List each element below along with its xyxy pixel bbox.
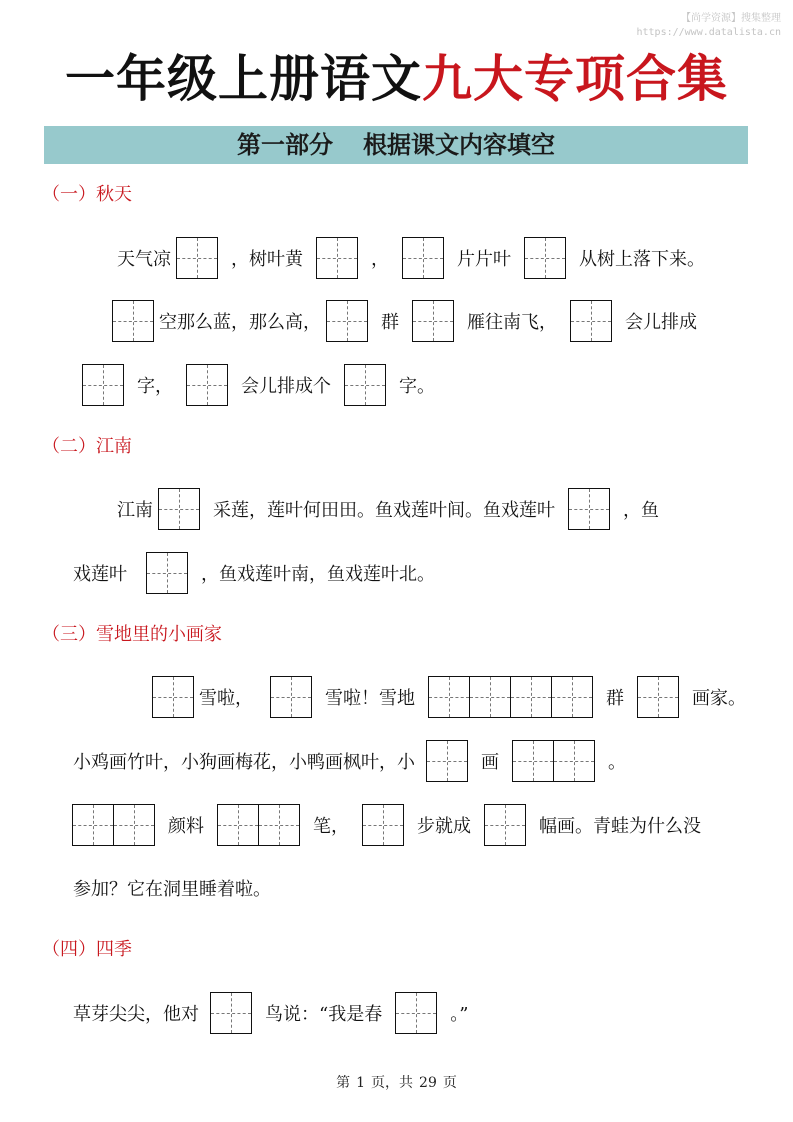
- line-text: ，鱼: [623, 500, 659, 521]
- line-text: 鸟说：“我是春: [265, 1004, 383, 1025]
- line-text: 片片叶: [457, 249, 511, 270]
- line-text: 草芽尖尖，他对: [73, 1004, 199, 1025]
- line-text: 雁往南飞，: [467, 312, 557, 333]
- answer-box[interactable]: [426, 740, 468, 782]
- answer-box[interactable]: [186, 364, 228, 406]
- answer-box[interactable]: [210, 992, 252, 1034]
- answer-box[interactable]: [524, 237, 566, 279]
- line-text: 从树上落下来。: [579, 249, 705, 270]
- line-text: 戏莲叶: [73, 564, 127, 585]
- exercise-line: [72, 551, 444, 595]
- answer-box[interactable]: [412, 300, 454, 342]
- line-text: 步就成: [417, 816, 471, 837]
- watermark-line-1: 【尚学资源】搜集整理: [681, 13, 781, 24]
- answer-box[interactable]: [395, 992, 437, 1034]
- line-text: 群: [606, 688, 624, 709]
- answer-box[interactable]: [146, 552, 188, 594]
- line-text: 采莲，莲叶何田田。鱼戏莲叶间。鱼戏莲叶: [213, 500, 555, 521]
- answer-box[interactable]: [158, 488, 200, 530]
- line-text: ，: [371, 249, 389, 270]
- exercise-line: [72, 866, 272, 910]
- exercise-line: [72, 739, 635, 783]
- line-text: 江南: [117, 500, 153, 521]
- section-heading-1: （一）秋天: [42, 184, 132, 205]
- answer-box[interactable]: [152, 676, 194, 718]
- answer-box[interactable]: [570, 300, 612, 342]
- answer-box-2[interactable]: [512, 740, 595, 782]
- watermark-line-2: https://www.datalista.cn: [636, 27, 781, 38]
- line-text: 空那么蓝，那么高，: [159, 312, 321, 333]
- answer-box[interactable]: [82, 364, 124, 406]
- line-text: 雪啦，: [199, 688, 253, 709]
- answer-box-4[interactable]: [428, 676, 593, 718]
- exercise-line: [108, 299, 706, 343]
- line-text: 画: [481, 752, 499, 773]
- line-text: 天气凉: [117, 249, 171, 270]
- footer-page-number: 1: [356, 1075, 366, 1091]
- watermark: [637, 12, 782, 40]
- answer-box[interactable]: [112, 300, 154, 342]
- exercise-line: [116, 236, 714, 280]
- title-part-1: 一年级上册语文: [65, 50, 422, 108]
- exercise-line: [148, 675, 755, 719]
- line-text: 参加？它在洞里睡着啦。: [73, 879, 271, 900]
- line-text: 雪啦！雪地: [325, 688, 415, 709]
- line-text: 幅画。青蛙为什么没: [539, 816, 701, 837]
- answer-box[interactable]: [362, 804, 404, 846]
- line-text: 。: [608, 752, 626, 773]
- line-text: 字，: [137, 376, 173, 397]
- line-text: 群: [381, 312, 399, 333]
- exercise-line: [68, 803, 710, 847]
- exercise-line: [72, 991, 477, 1035]
- answer-box[interactable]: [484, 804, 526, 846]
- line-text: 颜料: [168, 816, 204, 837]
- line-text: 小鸡画竹叶，小狗画梅花，小鸭画枫叶，小: [73, 752, 415, 773]
- exercise-line: [116, 487, 668, 531]
- answer-box[interactable]: [637, 676, 679, 718]
- line-text: 会儿排成个: [241, 376, 331, 397]
- banner-part: 第一部分: [237, 130, 333, 159]
- answer-box[interactable]: [326, 300, 368, 342]
- answer-box[interactable]: [270, 676, 312, 718]
- exercise-line: [78, 363, 444, 407]
- section-heading-4: （四）四季: [42, 939, 132, 960]
- page-title: [0, 48, 793, 110]
- page-footer: [0, 1072, 793, 1092]
- answer-box[interactable]: [316, 237, 358, 279]
- line-text: 画家。: [692, 688, 746, 709]
- footer-suffix: 页: [442, 1075, 457, 1091]
- answer-box[interactable]: [568, 488, 610, 530]
- line-text: 。”: [450, 1004, 469, 1025]
- title-part-2: 九大专项合集: [422, 50, 728, 108]
- line-text: 会儿排成: [625, 312, 697, 333]
- section-heading-2: （二）江南: [42, 436, 132, 457]
- line-text: ，鱼戏莲叶南，鱼戏莲叶北。: [201, 564, 435, 585]
- line-text: 字。: [399, 376, 435, 397]
- answer-box-2[interactable]: [72, 804, 155, 846]
- banner-topic: 根据课文内容填空: [363, 130, 555, 159]
- section-heading-3: （三）雪地里的小画家: [42, 624, 222, 645]
- footer-prefix: 第: [336, 1075, 351, 1091]
- answer-box[interactable]: [344, 364, 386, 406]
- answer-box[interactable]: [176, 237, 218, 279]
- footer-mid: 页，共: [371, 1075, 414, 1091]
- part-banner: [44, 126, 748, 164]
- footer-total-pages: 29: [419, 1075, 437, 1091]
- line-text: ，树叶黄: [231, 249, 303, 270]
- line-text: 笔，: [313, 816, 349, 837]
- answer-box[interactable]: [402, 237, 444, 279]
- answer-box-2[interactable]: [217, 804, 300, 846]
